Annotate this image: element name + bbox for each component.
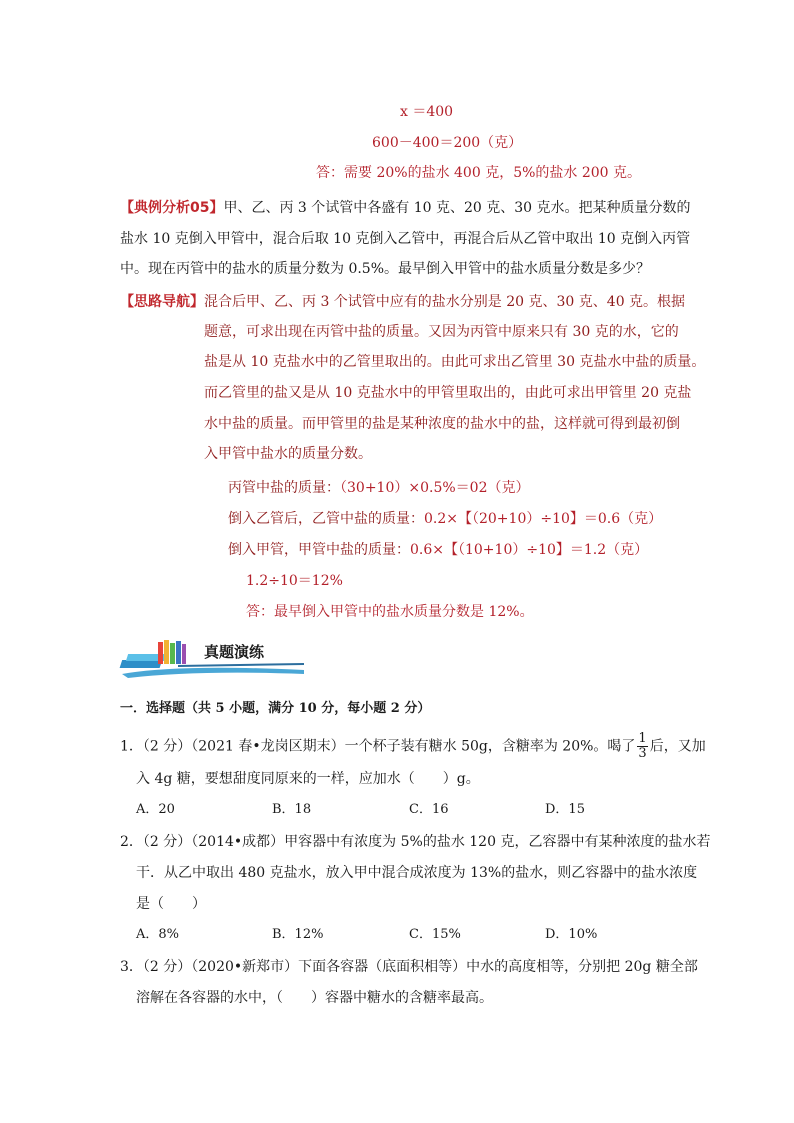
question-1-option-c[interactable]: C．16 (409, 802, 449, 817)
question-2-option-a[interactable]: A．8% (136, 927, 180, 942)
question-1-option-a[interactable]: A．20 (136, 802, 175, 817)
example-text-1: 甲、乙、丙 3 个试管中各盛有 10 克、20 克、30 克水。把某种质量分数的 (223, 200, 691, 216)
example-line-3: 中。现在丙管中的盐水的质量分数为 0.5%。最早倒入甲管中的盐水质量分数是多少？ (120, 261, 651, 277)
question-2-option-b[interactable]: B．12% (272, 927, 324, 942)
question-3-line-2: 溶解在各容器的水中，（ ）容器中糖水的含糖率最高。 (136, 990, 493, 1006)
question-2-line-1 (120, 832, 710, 852)
example-line-1 (120, 198, 691, 218)
guide-answer: 答：最早倒入甲管中的盐水质量分数是 12%。 (246, 604, 534, 620)
question-3-number: 3． (120, 959, 143, 975)
question-1-option-b[interactable]: B．18 (272, 802, 312, 817)
question-1-text-b: 后，又加 (649, 738, 706, 755)
calc-3-value: 0.6×【（10+10）÷10】＝1.2（克） (410, 542, 649, 558)
fraction-numerator: 1 (638, 731, 647, 746)
fraction-denominator: 3 (638, 746, 647, 761)
guide-tag: 【思路导航】 (120, 294, 204, 310)
part-title: 一．选择题（共 5 小题，满分 10 分，每小题 2 分） (120, 701, 431, 716)
question-2-option-c[interactable]: C．15% (409, 927, 461, 942)
question-1-text-a: （2 分）（2021 春•龙岗区期末）一个杯子装有糖水 50g，含糖率为 20%。喝了 (142, 738, 636, 755)
fraction-one-third (637, 732, 647, 761)
calc-1-value: （30+10）×0.5%＝02（克） (340, 480, 530, 496)
section-heading (118, 636, 308, 680)
question-3-line-1 (120, 957, 698, 977)
question-2-line-2: 干．从乙中取出 480 克盐水，放入甲中混合成浓度为 13%的盐水，则乙容器中的盐水浓度 (136, 865, 698, 881)
guide-line-3: 盐是从 10 克盐水中的乙管里取出的。由此可求出乙管里 30 克盐水中盐的质量。 (204, 354, 706, 370)
calc-line-4: 1.2÷10＝12% (246, 573, 343, 589)
section-heading-title: 真题演练 (204, 643, 265, 661)
calc-line-3 (228, 540, 648, 560)
calc-1-label: 丙管中盐的质量： (228, 480, 340, 496)
calc-2-value: 0.2×【（20+10）÷10】＝0.6（克） (424, 511, 663, 527)
guide-line-2: 题意，可求出现在丙管中盐的质量。又因为丙管中原来只有 30 克的水，它的 (204, 324, 679, 340)
guide-text-1: 混合后甲、乙、丙 3 个试管中应有的盐水分别是 20 克、30 克、40 克。根据 (204, 294, 686, 310)
question-2-option-d[interactable]: D．10% (545, 927, 598, 942)
solution-answer (316, 163, 641, 183)
question-2-text-1: （2 分）（2014•成都）甲容器中有浓度为 5%的盐水 120 克，乙容器中有某种浓度的盐水若 (142, 834, 711, 850)
question-2-line-3: 是（ ） (136, 896, 206, 912)
calc-2-label: 倒入乙管后，乙管中盐的质量： (228, 511, 424, 527)
calc-3-label: 倒入甲管，甲管中盐的质量： (228, 542, 410, 558)
question-3-text-1: （2 分）（2020•新郑市）下面各容器（底面积相等）中水的高度相等，分别把 20g 糖全部 (142, 959, 698, 975)
calc-line-1 (228, 478, 529, 498)
guide-line-6: 入甲管中盐水的质量分数。 (204, 446, 372, 462)
question-1-line-1 (120, 732, 706, 761)
guide-line-4: 而乙管里的盐又是从 10 克盐水中的甲管里取出的，由此可求出甲管里 20 克盐 (204, 385, 692, 401)
guide-line-5: 水中盐的质量。而甲管里的盐是某种浓度的盐水中的盐，这样就可得到最初倒 (204, 416, 680, 432)
question-2-number: 2． (120, 834, 143, 850)
question-1-line-2: 入 4g 糖，要想甜度同原来的一样，应加水（ ）g。 (136, 771, 480, 787)
equation-subtraction: 600－400＝200（克） (372, 135, 523, 151)
example-tag: 【典例分析05】 (120, 200, 224, 216)
solution-answer-text: 答：需要 20%的盐水 400 克，5%的盐水 200 克。 (316, 165, 642, 181)
equation-x: x ＝400 (400, 104, 454, 120)
example-line-2: 盐水 10 克倒入甲管中，混合后取 10 克倒入乙管中，再混合后从乙管中取出 10 克倒入丙管 (120, 231, 691, 247)
question-1-option-d[interactable]: D．15 (545, 802, 585, 817)
question-1-number: 1． (120, 738, 143, 755)
calc-line-2 (228, 509, 662, 529)
guide-line-1 (120, 292, 685, 312)
